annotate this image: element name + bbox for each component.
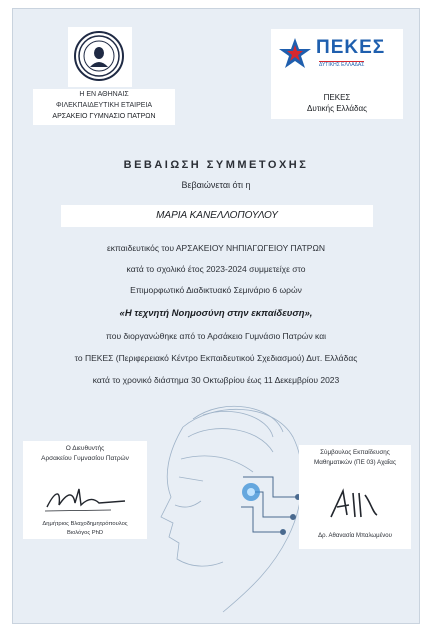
signature-left-name: Δημήτριος Βλαχοδημητρόπουλος	[42, 521, 128, 527]
signature-left-title: Βιολόγος PhD	[66, 530, 104, 536]
signature-right-panel	[299, 445, 411, 549]
signature-right-mark	[325, 485, 385, 525]
signature-left-role1: Ο Διευθυντής	[65, 445, 105, 452]
issuer-left-line1: Η ΕΝ ΑΘΗΝΑΙΣ	[79, 91, 129, 98]
issuer-left-line2: ΦΙΛΕΚΠΑΙΔΕΥΤΙΚΗ ΕΤΑΙΡΕΙΑ	[55, 102, 153, 109]
issuer-right-line2: Δυτικής Ελλάδας	[307, 104, 367, 113]
signature-right-role2: Μαθηματικών (ΠΕ 03) Αχαΐας	[314, 459, 396, 466]
pekes-star-icon	[277, 36, 313, 72]
recipient-name: ΜΑΡΙΑ ΚΑΝΕΛΛΟΠΟΥΛΟΥ	[156, 210, 278, 221]
signature-left-role2: Αρσακείου Γυμνασίου Πατρών	[41, 455, 129, 462]
school-seal-icon	[74, 31, 124, 81]
pekes-logo-text: ΠΕΚΕΣ	[316, 37, 386, 58]
body-line6: κατά το χρονικό διάστημα 30 Οκτωβρίου έως 11 Δεκεμβρίου 2023	[92, 375, 340, 385]
certificate-intro: Βεβαιώνεται ότι η	[181, 180, 251, 190]
recipient-box	[61, 205, 373, 227]
body-line3: Επιμορφωτικό Διαδικτυακό Σεμινάριο 6 ωρών	[130, 285, 302, 295]
pekes-logo-subtext: ΔΥΤΙΚΗΣ ΕΛΛΑΔΑΣ	[319, 62, 365, 68]
issuer-right-line1: ΠΕΚΕΣ	[323, 93, 351, 102]
signature-left-panel	[23, 441, 147, 539]
issuer-left-line3: ΑΡΣΑΚΕΙΟ ΓΥΜΝΑΣΙΟ ΠΑΤΡΩΝ	[52, 113, 156, 120]
certificate-title: ΒΕΒΑΙΩΣΗ ΣΥΜΜΕΤΟΧΗΣ	[123, 159, 309, 171]
certificate-page	[12, 8, 420, 624]
signature-right-role1: Σύμβουλος Εκπαίδευσης	[320, 449, 390, 456]
body-line5: το ΠΕΚΕΣ (Περιφερειακό Κέντρο Εκπαιδευτικού Σχεδιασμού) Δυτ. Ελλάδας	[74, 353, 358, 363]
body-line2: κατά το σχολικό έτος 2023-2024 συμμετείχε στο	[126, 264, 306, 274]
pekes-logo	[277, 36, 313, 77]
issuer-left-text-panel	[33, 89, 175, 125]
body-line1: εκπαιδευτικός του ΑΡΣΑΚΕΙΟΥ ΝΗΠΙΑΓΩΓΕΙΟΥ ΠΑΤΡΩΝ	[107, 243, 325, 253]
body-line4: που διοργανώθηκε από το Αρσάκειο Γυμνάσιο Πατρών και	[105, 331, 327, 341]
signature-left-mark	[41, 483, 131, 517]
signature-right-name: Δρ. Αθανασία Μπαλωμένου	[318, 533, 392, 539]
seminar-title: «Η τεχνητή Νοημοσύνη στην εκπαίδευση»,	[119, 308, 313, 319]
